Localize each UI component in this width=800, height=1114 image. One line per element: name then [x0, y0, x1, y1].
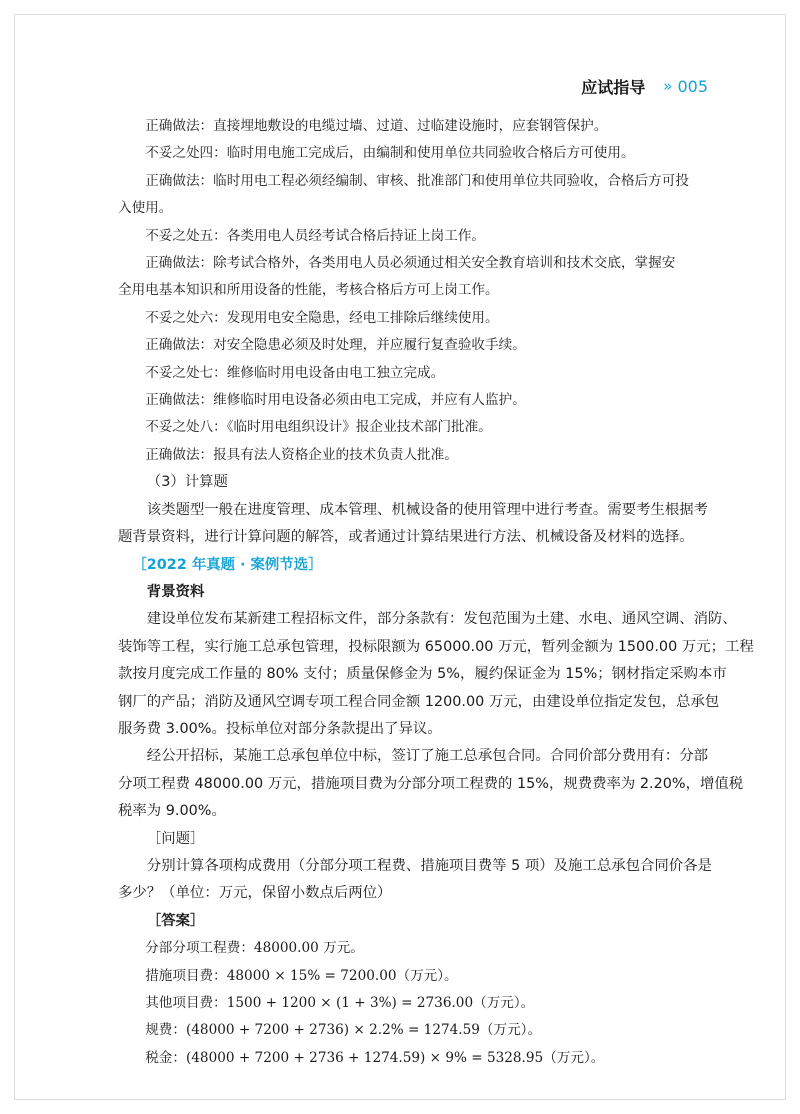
text-line: 建设单位发布某新建工程招标文件，部分条款有：发包范围为土建、水电、通风空调、消防、	[146, 611, 737, 628]
text-line: 分项工程费 48000.00 万元，措施项目费为分部分项工程费的 15%，规费费率为 2.20%，增值税	[118, 775, 744, 792]
text-line: 正确做法：对安全隐患必须及时处理，并应履行复查验收手续。	[145, 337, 526, 354]
text-line: 入使用。	[118, 200, 173, 217]
text-line: 税率为 9.00%。	[118, 803, 226, 820]
text-line: 款按月度完成工作量的 80% 支付；质量保修金为 5%，履约保证金为 15%；钢材指定采购本市	[118, 666, 727, 683]
text-line: 装饰等工程，实行施工总承包管理，投标限额为 65000.00 万元，暂列金额为 1500.00 万元；工程	[118, 638, 754, 655]
text-line: 不妥之处八：《临时用电组织设计》报企业技术部门批准。	[145, 419, 492, 436]
text-line: 正确做法：维修临时用电设备必须由电工完成，并应有人监护。	[145, 392, 526, 409]
text-line: 正确做法：报具有法人资格企业的技术负责人批准。	[145, 446, 458, 463]
text-line: 该类题型一般在进度管理、成本管理、机械设备的使用管理中进行考查。需要考生根据考	[146, 501, 709, 518]
exam-tag: ［2022 年真题 · 案例节选］	[132, 556, 323, 573]
page-content	[118, 113, 754, 1072]
text-line: 全用电基本知识和所用设备的性能，考核合格后方可上岗工作。	[118, 282, 499, 299]
text-line: 多少？（单位：万元，保留小数点后两位）	[118, 885, 392, 902]
text-line: 税金：(48000 + 7200 + 2736 + 1274.59) × 9% = 5328.95（万元）。	[145, 1049, 605, 1066]
double-chevron-icon: »	[663, 77, 670, 95]
text-line: 规费：(48000 + 7200 + 2736) × 2.2% = 1274.59（万元）。	[145, 1022, 542, 1039]
section-title: 应试指导	[581, 77, 646, 97]
text-line: 正确做法：临时用电工程必须经编制、审核、批准部门和使用单位共同验收，合格后方可投	[145, 172, 689, 189]
text-line: 正确做法：直接埋地敷设的电缆过墙、过道、过临建设施时，应套钢管保护。	[145, 118, 608, 134]
text-line: 不妥之处五：各类用电人员经考试合格后持证上岗工作。	[145, 227, 486, 244]
text-line: （3）计算题	[146, 474, 228, 491]
section-heading: ［答案］	[146, 912, 205, 929]
text-line: 题背景资料，进行计算问题的解答，或者通过计算结果进行方法、机械设备及材料的选择。	[118, 529, 694, 546]
page-number: 005	[677, 76, 708, 96]
running-header	[581, 74, 708, 98]
text-line: 经公开招标，某施工总承包单位中标，签订了施工总承包合同。合同价部分费用有：分部	[146, 748, 709, 765]
text-line: 分别计算各项构成费用（分部分项工程费、措施项目费等 5 项）及施工总承包合同价各是	[146, 857, 712, 874]
section-heading: 背景资料	[146, 583, 205, 600]
text-line: 分部分项工程费：48000.00 万元。	[145, 940, 364, 957]
text-line: 正确做法：除考试合格外，各类用电人员必须通过相关安全教育培训和技术交底，掌握安	[145, 255, 676, 272]
text-line: 不妥之处六：发现用电安全隐患，经电工排除后继续使用。	[145, 309, 499, 326]
text-line: ［问题］	[146, 830, 205, 847]
text-line: 措施项目费：48000 × 15% = 7200.00（万元）。	[145, 967, 458, 984]
text-line: 不妥之处四：临时用电施工完成后，由编制和使用单位共同验收合格后方可使用。	[145, 145, 635, 162]
text-line: 不妥之处七：维修临时用电设备由电工独立完成。	[145, 364, 445, 381]
text-line: 其他项目费：1500 + 1200 × (1 + 3%) = 2736.00（万元）。	[145, 995, 535, 1011]
text-line: 钢厂的产品；消防及通风空调专项工程合同金额 1200.00 万元，由建设单位指定发包，总承包	[118, 693, 720, 710]
text-line: 服务费 3.00%。投标单位对部分条款提出了异议。	[118, 720, 442, 737]
